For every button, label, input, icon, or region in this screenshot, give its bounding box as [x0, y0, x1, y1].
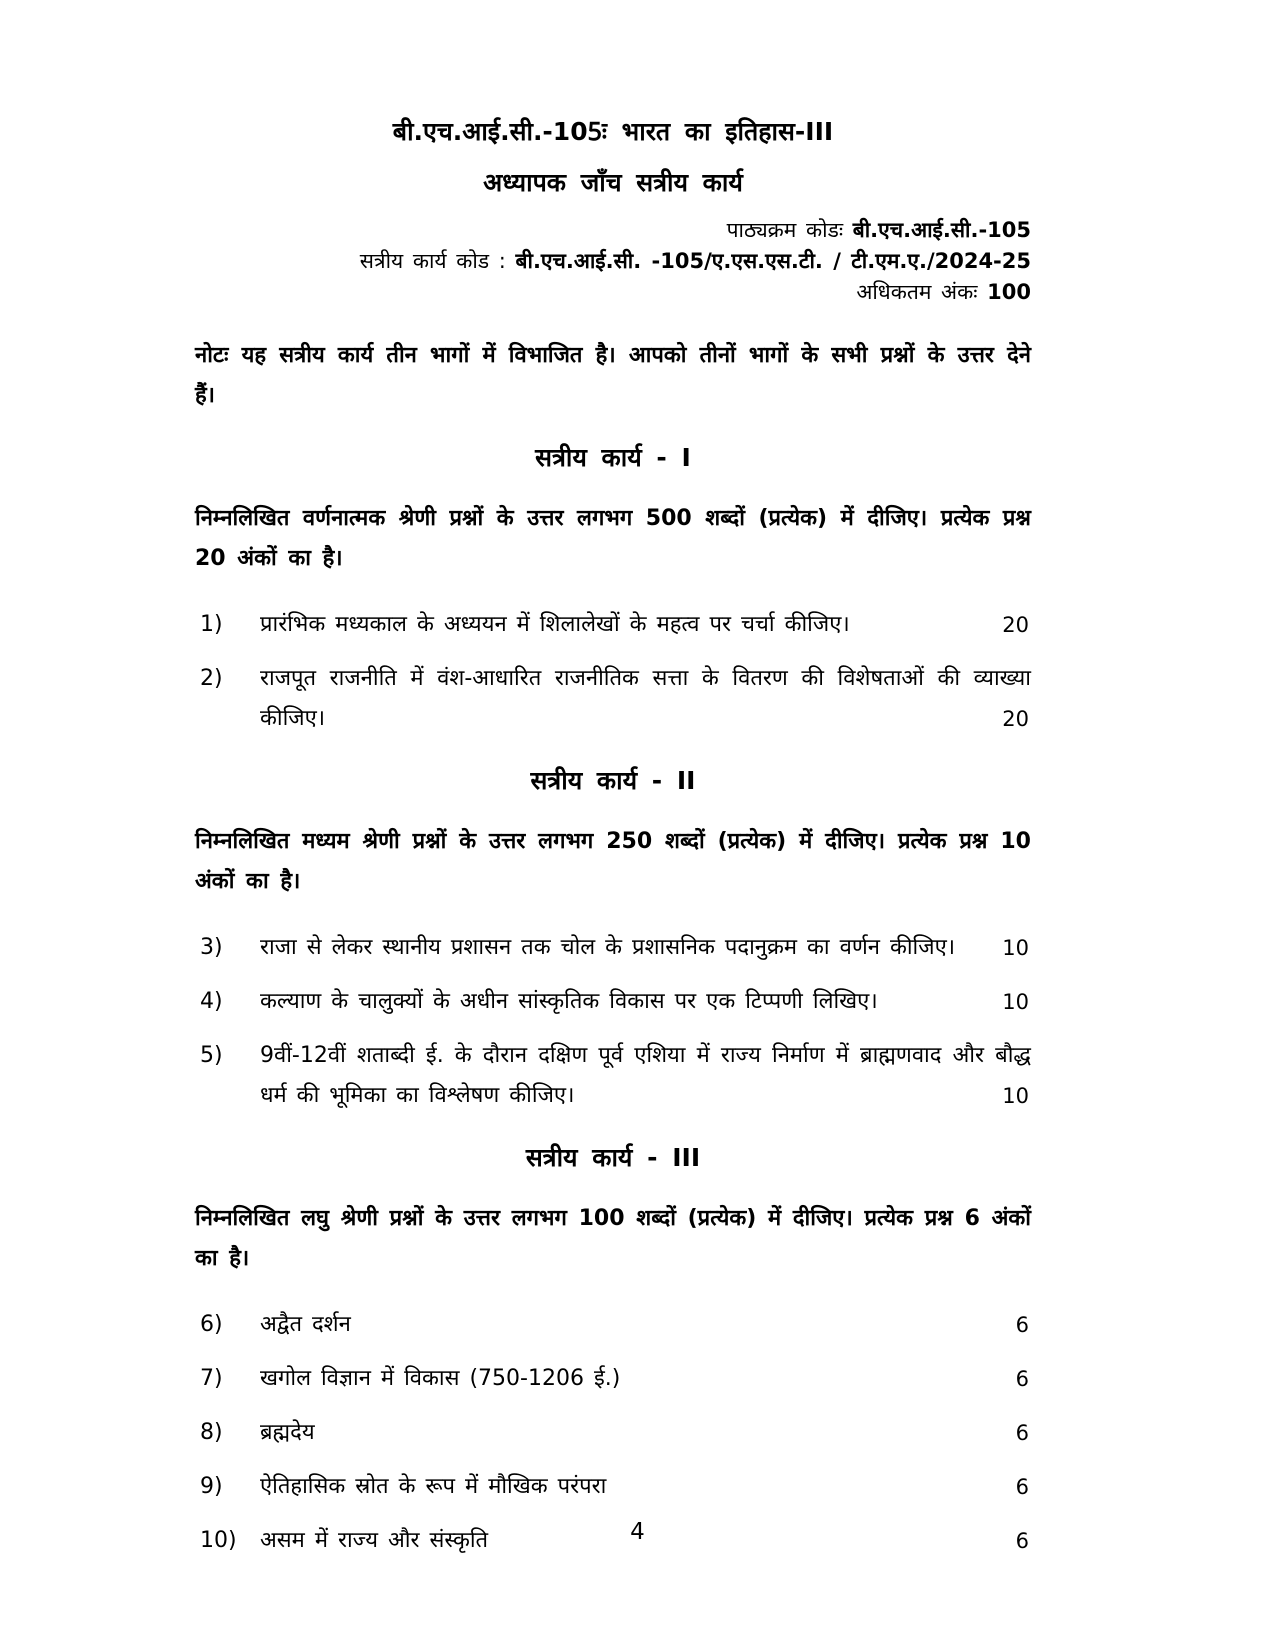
- question-number: 5): [200, 1043, 223, 1068]
- question-text: राजा से लेकर स्थानीय प्रशासन तक चोल के प्रशासनिक पदानुक्रम का वर्णन कीजिए।: [260, 935, 956, 960]
- question-marks: 10: [1002, 990, 1029, 1014]
- meta-block: [195, 215, 1031, 308]
- question-text: अद्वैत दर्शन: [260, 1312, 351, 1337]
- max-marks-value: 100: [987, 280, 1031, 304]
- question-text: असम में राज्य और संस्कृति: [260, 1528, 489, 1553]
- assignment-code-line: [195, 246, 1031, 277]
- question-marks: 10: [1002, 936, 1029, 960]
- question-row-5: [195, 1036, 1031, 1116]
- question-row-8: [195, 1413, 1031, 1453]
- document-content: [195, 0, 1031, 1575]
- question-row-2: [195, 659, 1031, 739]
- question-number: 3): [200, 935, 223, 960]
- question-text: ब्रह्मदेय: [260, 1420, 315, 1445]
- question-number: 4): [200, 989, 223, 1014]
- assignment-code-value: बी.एच.आई.सी. -105/ए.एस.एस.टी. / टी.एम.ए./2024-25: [515, 249, 1031, 273]
- question-row-3: [195, 928, 1031, 968]
- page-title: बी.एच.आई.सी.-105ः भारत का इतिहास-III: [392, 117, 834, 146]
- page-number: 4: [630, 1519, 645, 1545]
- question-marks: 6: [1015, 1313, 1029, 1337]
- question-number: 9): [200, 1474, 223, 1499]
- question-number: 2): [200, 666, 223, 691]
- question-row-1: [195, 605, 1031, 645]
- question-marks: 6: [1015, 1367, 1029, 1391]
- question-number: 7): [200, 1366, 223, 1391]
- question-row-4: [195, 982, 1031, 1022]
- section-1-instruction: निम्नलिखित वर्णनात्मक श्रेणी प्रश्नों के उत्तर लगभग 500 शब्दों (प्रत्येक) में दीजिए। प्रत्येक प्रश्न 20 अंकों का है।: [195, 506, 1031, 571]
- section-1-questions: [195, 605, 1031, 739]
- note-text: नोटः यह सत्रीय कार्य तीन भागों में विभाजित है। आपको तीनों भागों के सभी प्रश्नों के उत्तर देने हैं।: [195, 343, 1031, 408]
- title-block: [195, 0, 1031, 203]
- assignment-code-label: सत्रीय कार्य कोड :: [359, 249, 516, 273]
- question-number: 10): [200, 1528, 237, 1553]
- question-number: 8): [200, 1420, 223, 1445]
- question-text: खगोल विज्ञान में विकास (750-1206 ई.): [260, 1366, 621, 1391]
- question-marks: 20: [1002, 707, 1029, 731]
- max-marks-label: अधिकतम अंकः: [856, 280, 988, 304]
- question-marks: 6: [1015, 1529, 1029, 1553]
- course-code-label: पाठ्यक्रम कोडः: [726, 218, 853, 242]
- question-text: प्रारंभिक मध्यकाल के अध्ययन में शिलालेखों के महत्व पर चर्चा कीजिए।: [260, 612, 850, 637]
- question-marks: 10: [1002, 1084, 1029, 1108]
- question-text: 9वीं-12वीं शताब्दी ई. के दौरान दक्षिण पूर्व एशिया में राज्य निर्माण में ब्राह्मणवाद और बौद्ध धर्म की भूमिका का विश्लेषण कीजिए।: [260, 1043, 1031, 1108]
- question-row-6: [195, 1305, 1031, 1345]
- question-marks: 6: [1015, 1475, 1029, 1499]
- section-2-heading: सत्रीय कार्य - II: [530, 766, 696, 795]
- question-number: 1): [200, 612, 223, 637]
- max-marks-line: [195, 277, 1031, 308]
- question-text: ऐतिहासिक स्रोत के रूप में मौखिक परंपरा: [260, 1474, 607, 1499]
- section-3-instruction: निम्नलिखित लघु श्रेणी प्रश्नों के उत्तर लगभग 100 शब्दों (प्रत्येक) में दीजिए। प्रत्येक प्रश्न 6 अंकों का है।: [195, 1206, 1031, 1271]
- page-subtitle: अध्यापक जाँच सत्रीय कार्य: [483, 168, 743, 197]
- section-2-questions: [195, 928, 1031, 1116]
- course-code-line: [195, 215, 1031, 246]
- section-1-heading: सत्रीय कार्य - I: [535, 443, 691, 472]
- question-row-7: [195, 1359, 1031, 1399]
- question-text: कल्याण के चालुक्यों के अधीन सांस्कृतिक विकास पर एक टिप्पणी लिखिए।: [260, 989, 878, 1014]
- question-text: राजपूत राजनीति में वंश-आधारित राजनीतिक सत्ता के वितरण की विशेषताओं की व्याख्या कीजिए।: [260, 666, 1031, 731]
- course-code-value: बी.एच.आई.सी.-105: [852, 218, 1031, 242]
- question-number: 6): [200, 1312, 223, 1337]
- question-marks: 6: [1015, 1421, 1029, 1445]
- section-3-heading: सत्रीय कार्य - III: [525, 1143, 701, 1172]
- question-row-9: [195, 1467, 1031, 1507]
- question-marks: 20: [1002, 613, 1029, 637]
- section-2-instruction: निम्नलिखित मध्यम श्रेणी प्रश्नों के उत्तर लगभग 250 शब्दों (प्रत्येक) में दीजिए। प्रत्येक प्रश्न 10 अंकों का है।: [195, 829, 1031, 894]
